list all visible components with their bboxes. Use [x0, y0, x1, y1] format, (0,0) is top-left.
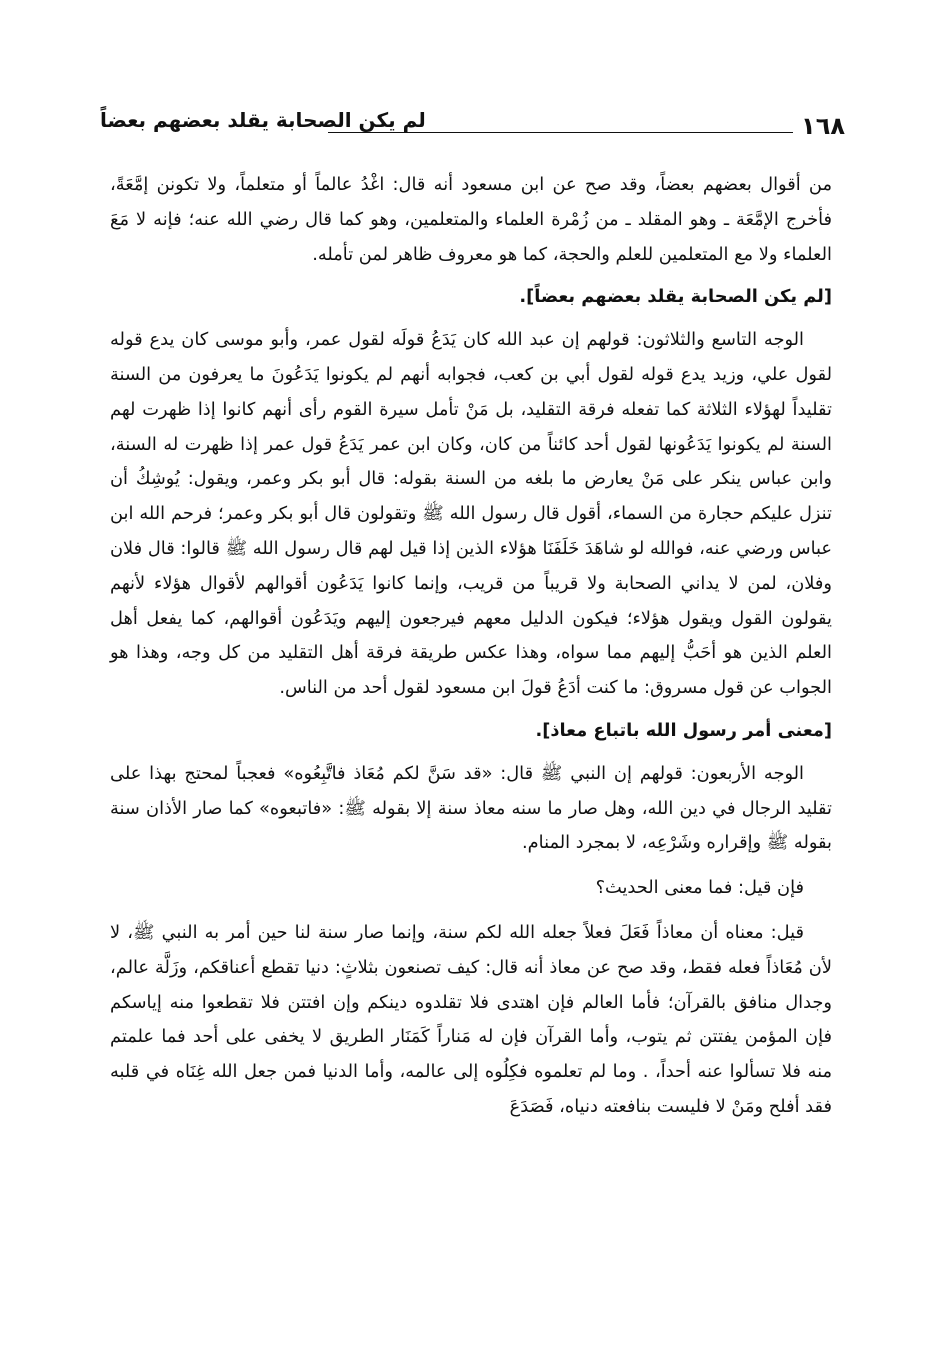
page-number: ١٦٨ — [801, 112, 845, 140]
section-heading-muadh: [معنى أمر رسول الله باتباع معاذ]. — [535, 719, 832, 741]
body-text — [110, 168, 832, 1125]
paragraph-answer: قيل: معناه أن معاذاً فَعَلَ فعلاً جعله الله لكم سنة، وإنما صار سنة لنا حين أمر به النبي ﷺ، لا لأن مُعَاذاً فعله فقط، وقد صح عن معاذ أنه قال: كيف تصنعون بثلاثٍ: دنيا تقطع أعناقكم، وزَلَّة عالم، وجدال منافق بالقرآن؛ فأما العالم فإن اهتدى فلا تقلدوه دينكم وإن افتتن فلا تقطعوا منه إياسكم فإن المؤمن يفتتن ثم يتوب، وأما القرآن فإن له مَناراً كَمَنَار الطريق لا يخفى على أحد فما علمتم منه فلا تسألوا عنه أحداً، . وما لم تعلموه فكِلُوه إلى عالمه، وأما الدنيا فمن جعل الله غِنَاه في قلبه فقد أفلح ومَنْ لا فليست بنافعته دنياه، فَصَدَعَ — [110, 921, 832, 1117]
paragraph-39th-aspect: الوجه التاسع والثلاثون: قولهم إن عبد الله كان يَدَعُ قولَه لقول عمر، وأبو موسى كان يدع قوله لقول علي، وزيد يدع قوله لقول أبي بن كعب، فجوابه أنهم لم يكونوا يَدَعُونَ ما يعرفون من السنة تقليداً لهؤلاء الثلاثة كما تفعله فرقة التقليد، بل مَنْ تأمل سيرة القوم رأى أنهم كانوا إذا ظهرت لهم السنة لم يكونوا يَدَعُونها لقول أحد كائناً من كان، وكان ابن عمر يَدَعُ قول عمر إذا ظهرت له السنة، وابن عباس ينكر على مَنْ يعارض ما بلغه من السنة بقوله: قال أبو بكر وعمر، ويقول: يُوشِكُ أن تنزل عليكم حجارة من السماء، أقول قال رسول الله ﷺ وتقولون قال أبو بكر وعمر؛ فرحم الله ابن عباس ورضي عنه، فوالله لو شاهَدَ خَلَفَنَا هؤلاء الذين إذا قيل لهم قال رسول الله ﷺ قالوا: قال فلان وفلان، لمن لا يداني الصحابة ولا قريباً من قريب، وإنما كانوا يَدَعُون أقوالهم لأقوال هؤلاء لأنهم يقولون القول ويقول هؤلاء؛ فيكون الدليل معهم فيرجعون إليهم ويَدَعُون أقوالهم، كما يفعل أهل العلم الذين هو أحَبُّ إليهم مما سواه، وهذا عكس طريقة فرقة أهل التقليد من كل وجه، وهذا هو الجواب عن قول مسروق: ما كنت أدَعُ قولَ ابن مسعود لقول أحد من الناس. — [110, 329, 832, 699]
page-header — [100, 104, 845, 148]
section-heading-companions: [لم يكن الصحابة يقلد بعضهم بعضاً]. — [519, 286, 832, 308]
paragraph-question: فإن قيل: فما معنى الحديث؟ — [595, 877, 804, 899]
running-title: لم يكن الصحابة يقلد بعضهم بعضاً — [100, 108, 426, 132]
header-rule — [328, 132, 793, 133]
paragraph-40th-aspect: الوجه الأربعون: قولهم إن النبي ﷺ قال: «قد سَنَّ لكم مُعَاذ فاتَّبِعُوه» فعجباً لمحتج بهذا على تقليد الرجال في دين الله، وهل صار ما سنه معاذ سنة إلا بقوله ﷺ: «فاتبعوه» كما صار الأذان سنة بقوله ﷺ وإقراره وشَرْعِه، لا بمجرد المنام. — [110, 762, 832, 854]
paragraph-continuation: من أقوال بعضهم بعضاً، وقد صح عن ابن مسعود أنه قال: اغْدُ عالماً أو متعلماً، ولا تكونن إمَّعَةً، فأخرج الإمَّعَة ـ وهو المقلد ـ من زُمْرة العلماء والمتعلمين، وهو كما قال رضي الله عنه؛ فإنه لا مَعَ العلماء ولا مع المتعلمين للعلم والحجة، كما هو معروف ظاهر لمن تأمله. — [110, 174, 832, 265]
